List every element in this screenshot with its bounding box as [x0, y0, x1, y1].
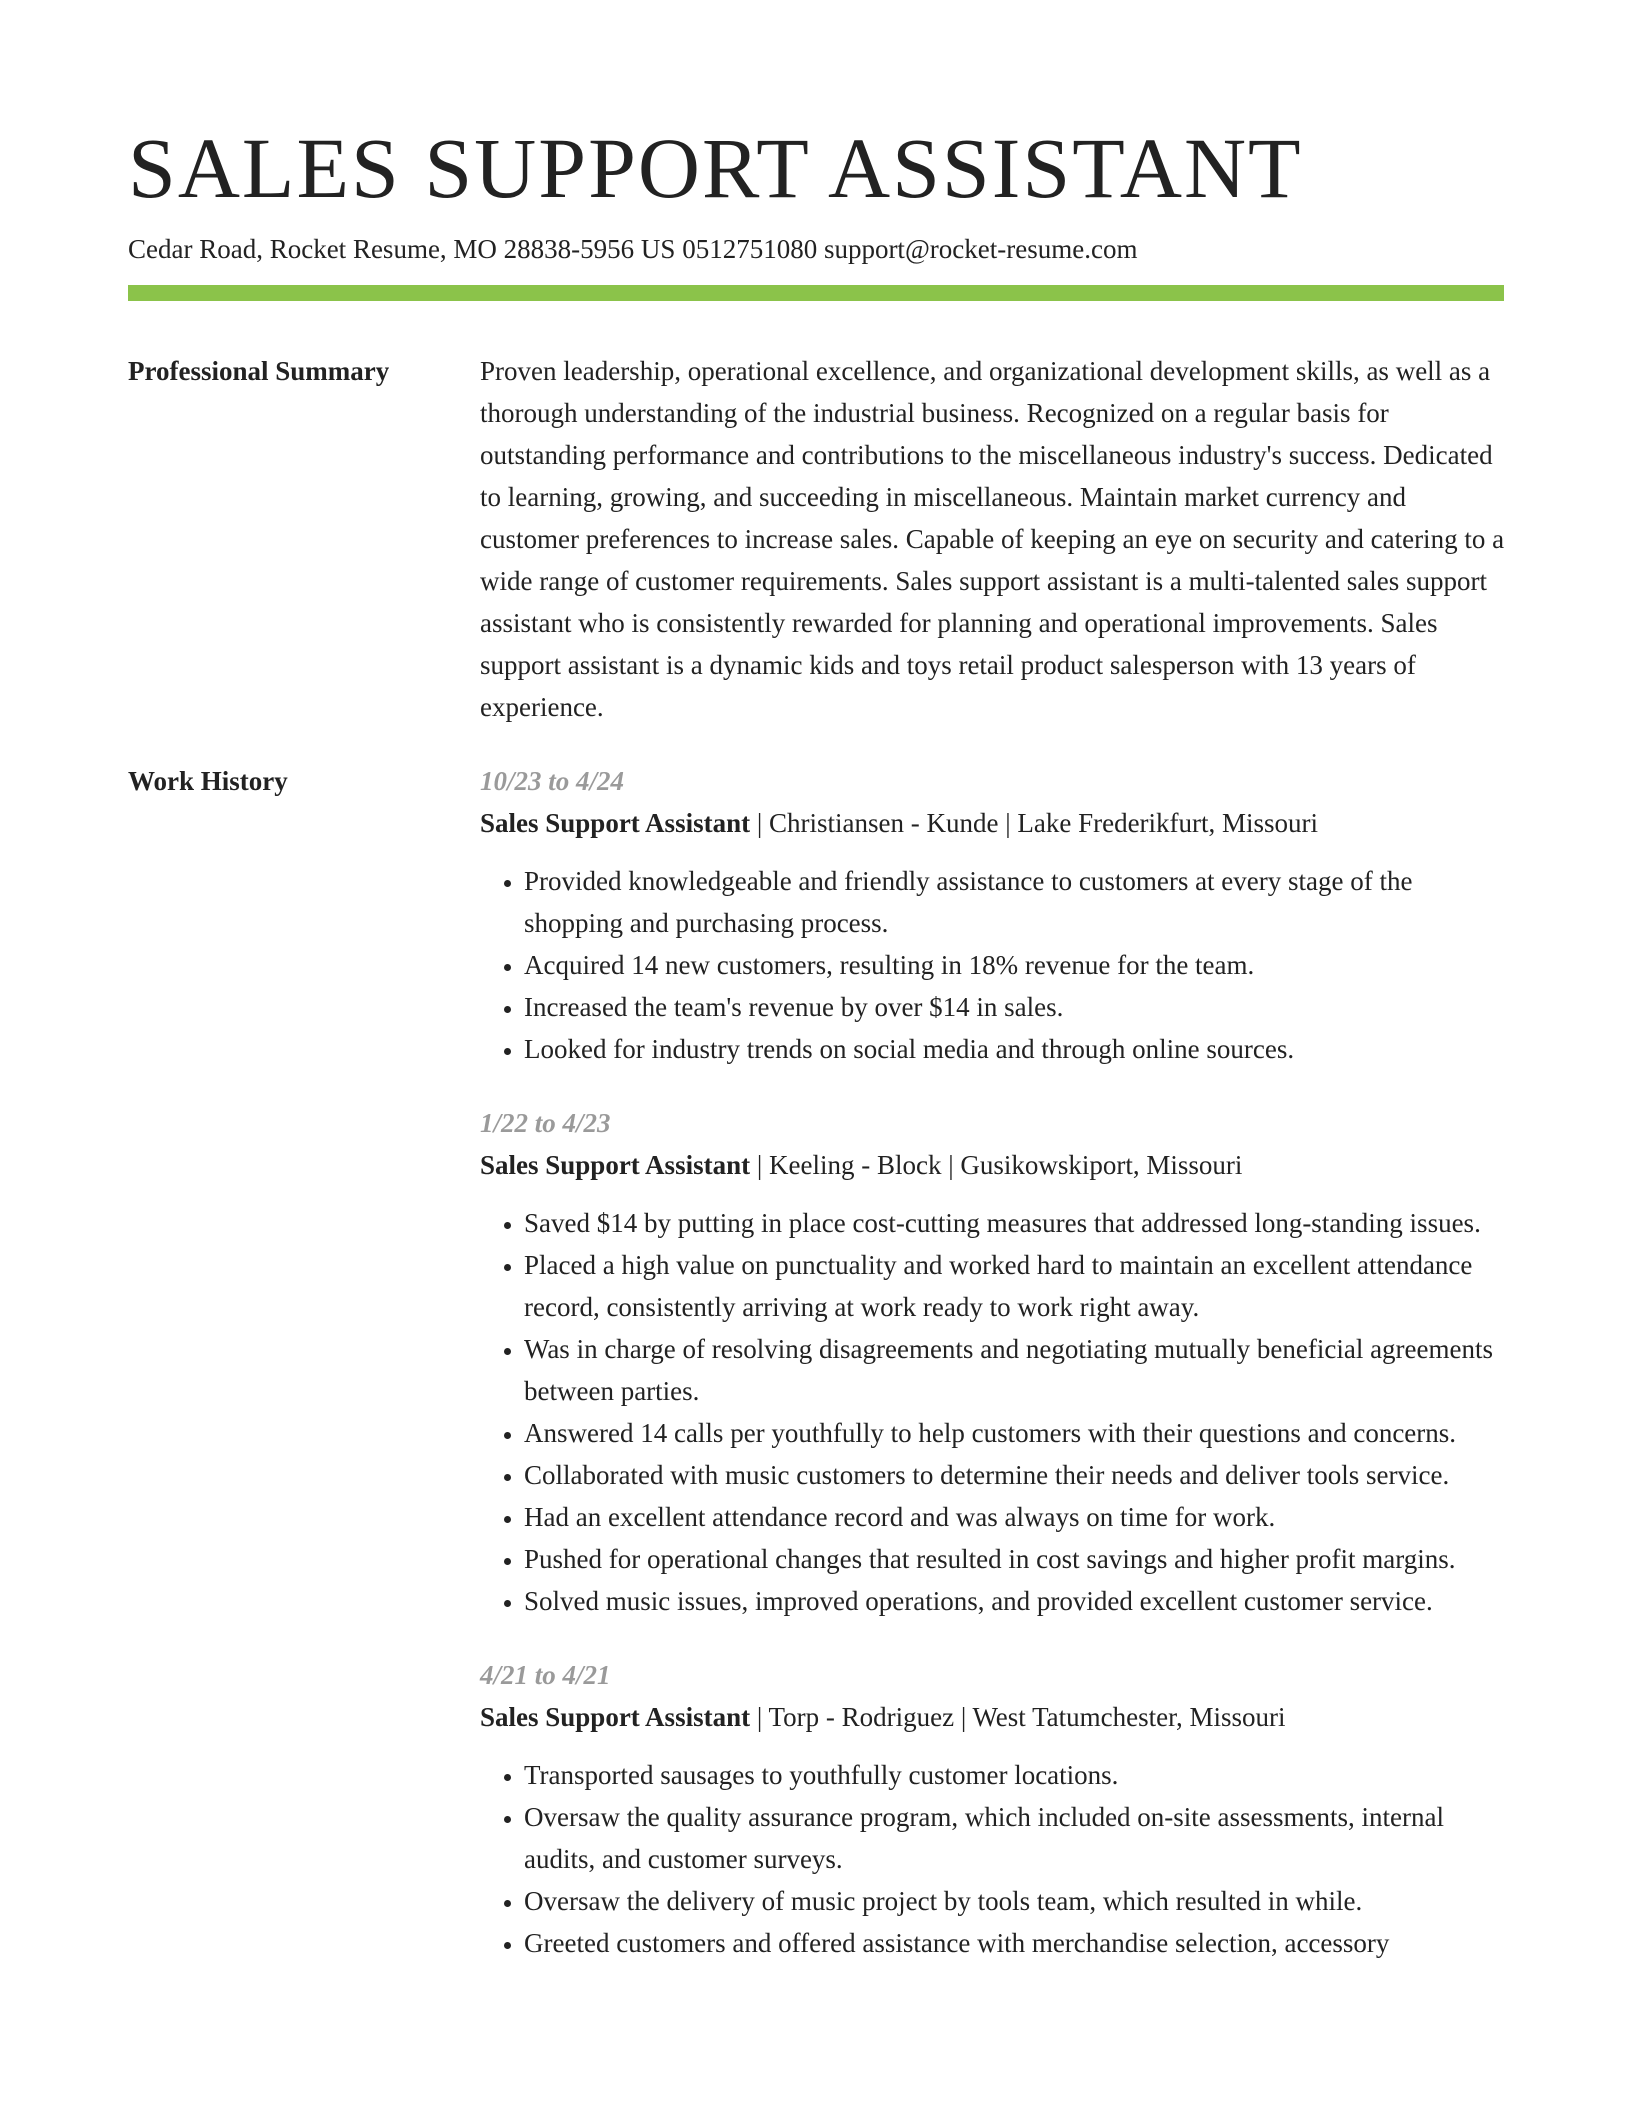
- summary-text: Proven leadership, operational excellence, and organizational development skills, as well as a thorough understanding of the industrial business. Recognized on a regular basis for outstanding performance and contributions to the miscellaneous industry's success. Dedicated to learning, growing, and succeeding in miscellaneous. Maintain market currency and customer preferences to increase sales. Capable of keeping an eye on security and catering to a wide range of customer requirements. Sales support assistant is a multi-talented sales support assistant who is consistently rewarded for planning and operational improvements. Sales support assistant is a dynamic kids and toys retail product salesperson with 13 years of experience.: [480, 356, 1505, 722]
- job-title: Sales Support Assistant: [480, 1702, 751, 1732]
- contact-address: Cedar Road, Rocket Resume, MO 28838-5956 US: [128, 234, 676, 264]
- accent-divider: [128, 285, 1504, 301]
- job-bullet: • Looked for industry trends on social media and through online sources.: [524, 1028, 1510, 1070]
- job-bullet: • Saved $14 by putting in place cost-cutting measures that addressed long-standing issues.: [524, 1202, 1510, 1244]
- job-entry: [480, 760, 1510, 1070]
- job-details: | Torp - Rodriguez | West Tatumchester, Missouri: [750, 1702, 1286, 1732]
- summary-section-label: Professional Summary: [128, 356, 390, 386]
- job-bullet: • Had an excellent attendance record and was always on time for work.: [524, 1496, 1510, 1538]
- job-bullet: • Was in charge of resolving disagreements and negotiating mutually beneficial agreements between parties.: [524, 1328, 1510, 1412]
- job-bullet: • Oversaw the quality assurance program, which included on-site assessments, internal audits, and customer surveys.: [524, 1796, 1510, 1880]
- job-entry: [480, 1654, 1510, 1964]
- contact-line: [128, 229, 1137, 269]
- job-bullet: • Pushed for operational changes that resulted in cost savings and higher profit margins.: [524, 1538, 1510, 1580]
- contact-email: support@rocket-resume.com: [823, 234, 1138, 264]
- job-bullet: • Increased the team's revenue by over $14 in sales.: [524, 986, 1510, 1028]
- job-dates: 10/23 to 4/24: [480, 766, 625, 796]
- work-history-content: [480, 760, 1510, 1996]
- job-bullets: [480, 1202, 1510, 1622]
- job-title: Sales Support Assistant: [480, 808, 751, 838]
- summary-content: [480, 350, 1510, 728]
- job-bullet: • Solved music issues, improved operations, and provided excellent customer service.: [524, 1580, 1510, 1622]
- job-dates: 1/22 to 4/23: [480, 1108, 611, 1138]
- job-heading: [480, 1144, 1510, 1186]
- contact-phone: 0512751080: [682, 234, 818, 264]
- job-title: Sales Support Assistant: [480, 1150, 751, 1180]
- job-heading: [480, 1696, 1510, 1738]
- job-bullets: [480, 860, 1510, 1070]
- job-bullet: • Placed a high value on punctuality and worked hard to maintain an excellent attendance record, consistently arriving at work ready to work right away.: [524, 1244, 1510, 1328]
- job-bullets: [480, 1754, 1510, 1964]
- job-bullet: • Greeted customers and offered assistance with merchandise selection, accessory: [524, 1922, 1510, 1964]
- resume-title: SALES SUPPORT ASSISTANT: [128, 120, 1303, 216]
- job-bullet: • Acquired 14 new customers, resulting in 18% revenue for the team.: [524, 944, 1510, 986]
- job-details: | Christiansen - Kunde | Lake Frederikfurt, Missouri: [750, 808, 1319, 838]
- job-bullet: • Provided knowledgeable and friendly assistance to customers at every stage of the shopping and purchasing process.: [524, 860, 1510, 944]
- job-bullet: • Oversaw the delivery of music project by tools team, which resulted in while.: [524, 1880, 1510, 1922]
- work-history-section-label: Work History: [128, 766, 288, 796]
- job-entry: [480, 1102, 1510, 1622]
- job-bullet: • Transported sausages to youthfully customer locations.: [524, 1754, 1510, 1796]
- job-bullet: • Answered 14 calls per youthfully to help customers with their questions and concerns.: [524, 1412, 1510, 1454]
- job-heading: [480, 802, 1510, 844]
- job-dates: 4/21 to 4/21: [480, 1660, 611, 1690]
- job-bullet: • Collaborated with music customers to determine their needs and deliver tools service.: [524, 1454, 1510, 1496]
- job-details: | Keeling - Block | Gusikowskiport, Missouri: [750, 1150, 1243, 1180]
